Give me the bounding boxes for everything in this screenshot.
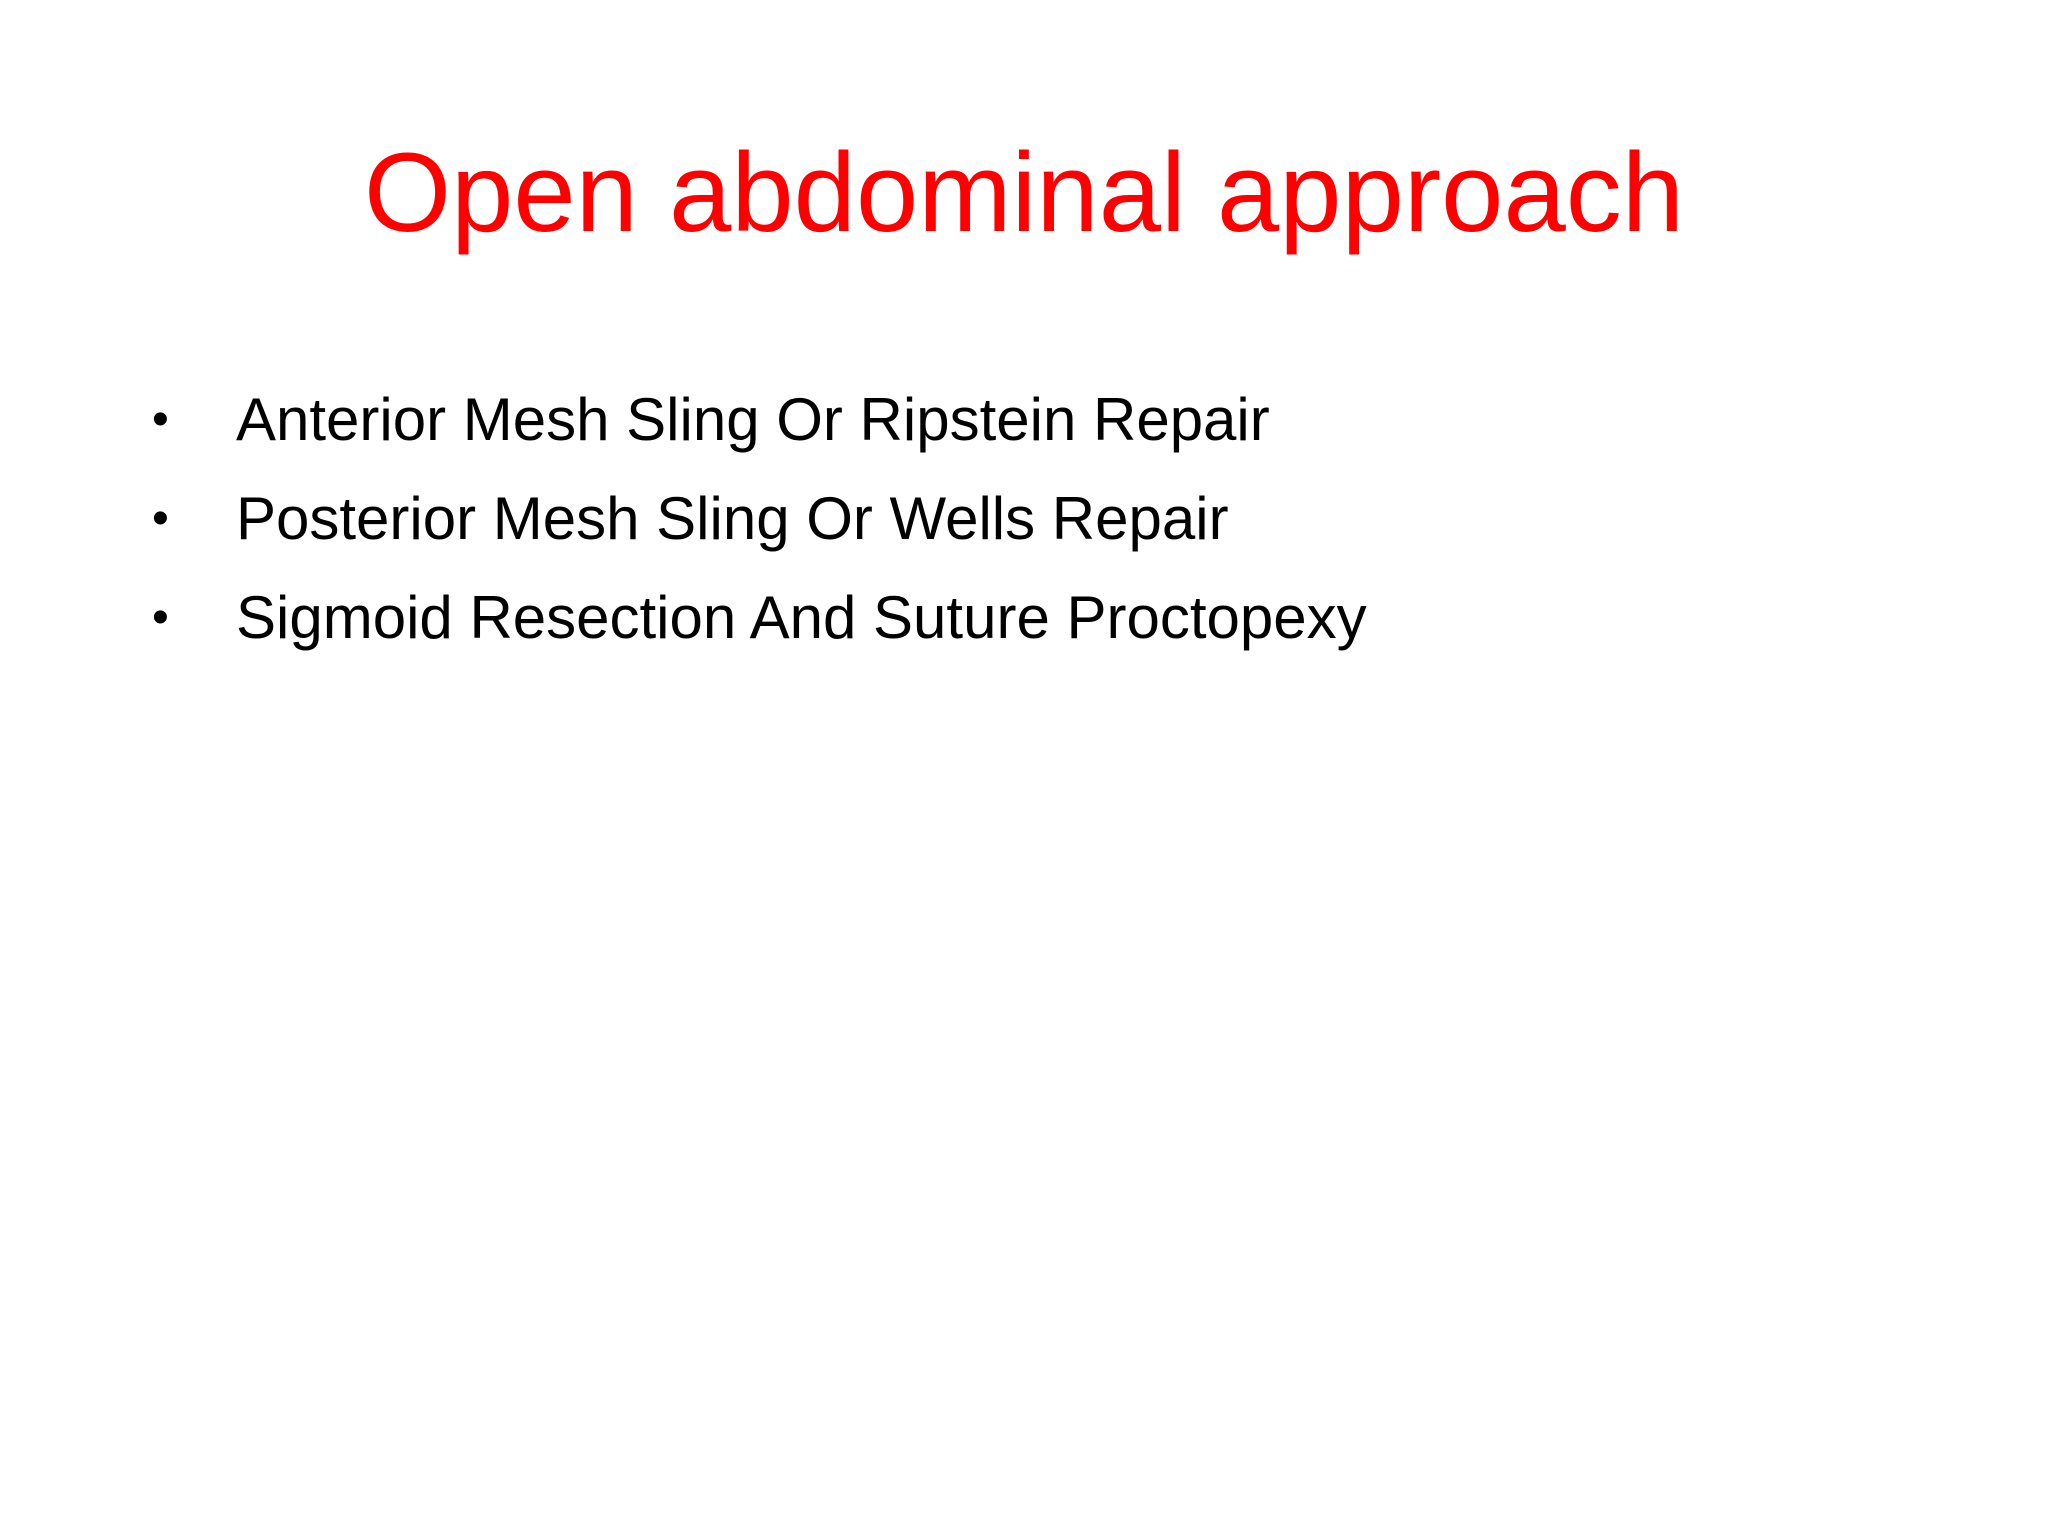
slide-title: Open abdominal approach xyxy=(363,130,1685,255)
bullet-text: Anterior Mesh Sling Or Ripstein Repair xyxy=(236,386,1270,453)
bullet-text: Posterior Mesh Sling Or Wells Repair xyxy=(236,485,1229,552)
bullet-icon: • xyxy=(152,591,169,644)
list-item xyxy=(152,370,1367,469)
bullet-text: Sigmoid Resection And Suture Proctopexy xyxy=(236,584,1367,651)
bullet-icon: • xyxy=(152,492,169,545)
list-item xyxy=(152,469,1367,568)
bullet-list xyxy=(152,370,1367,667)
bullet-icon: • xyxy=(152,393,169,446)
list-item xyxy=(152,568,1367,667)
